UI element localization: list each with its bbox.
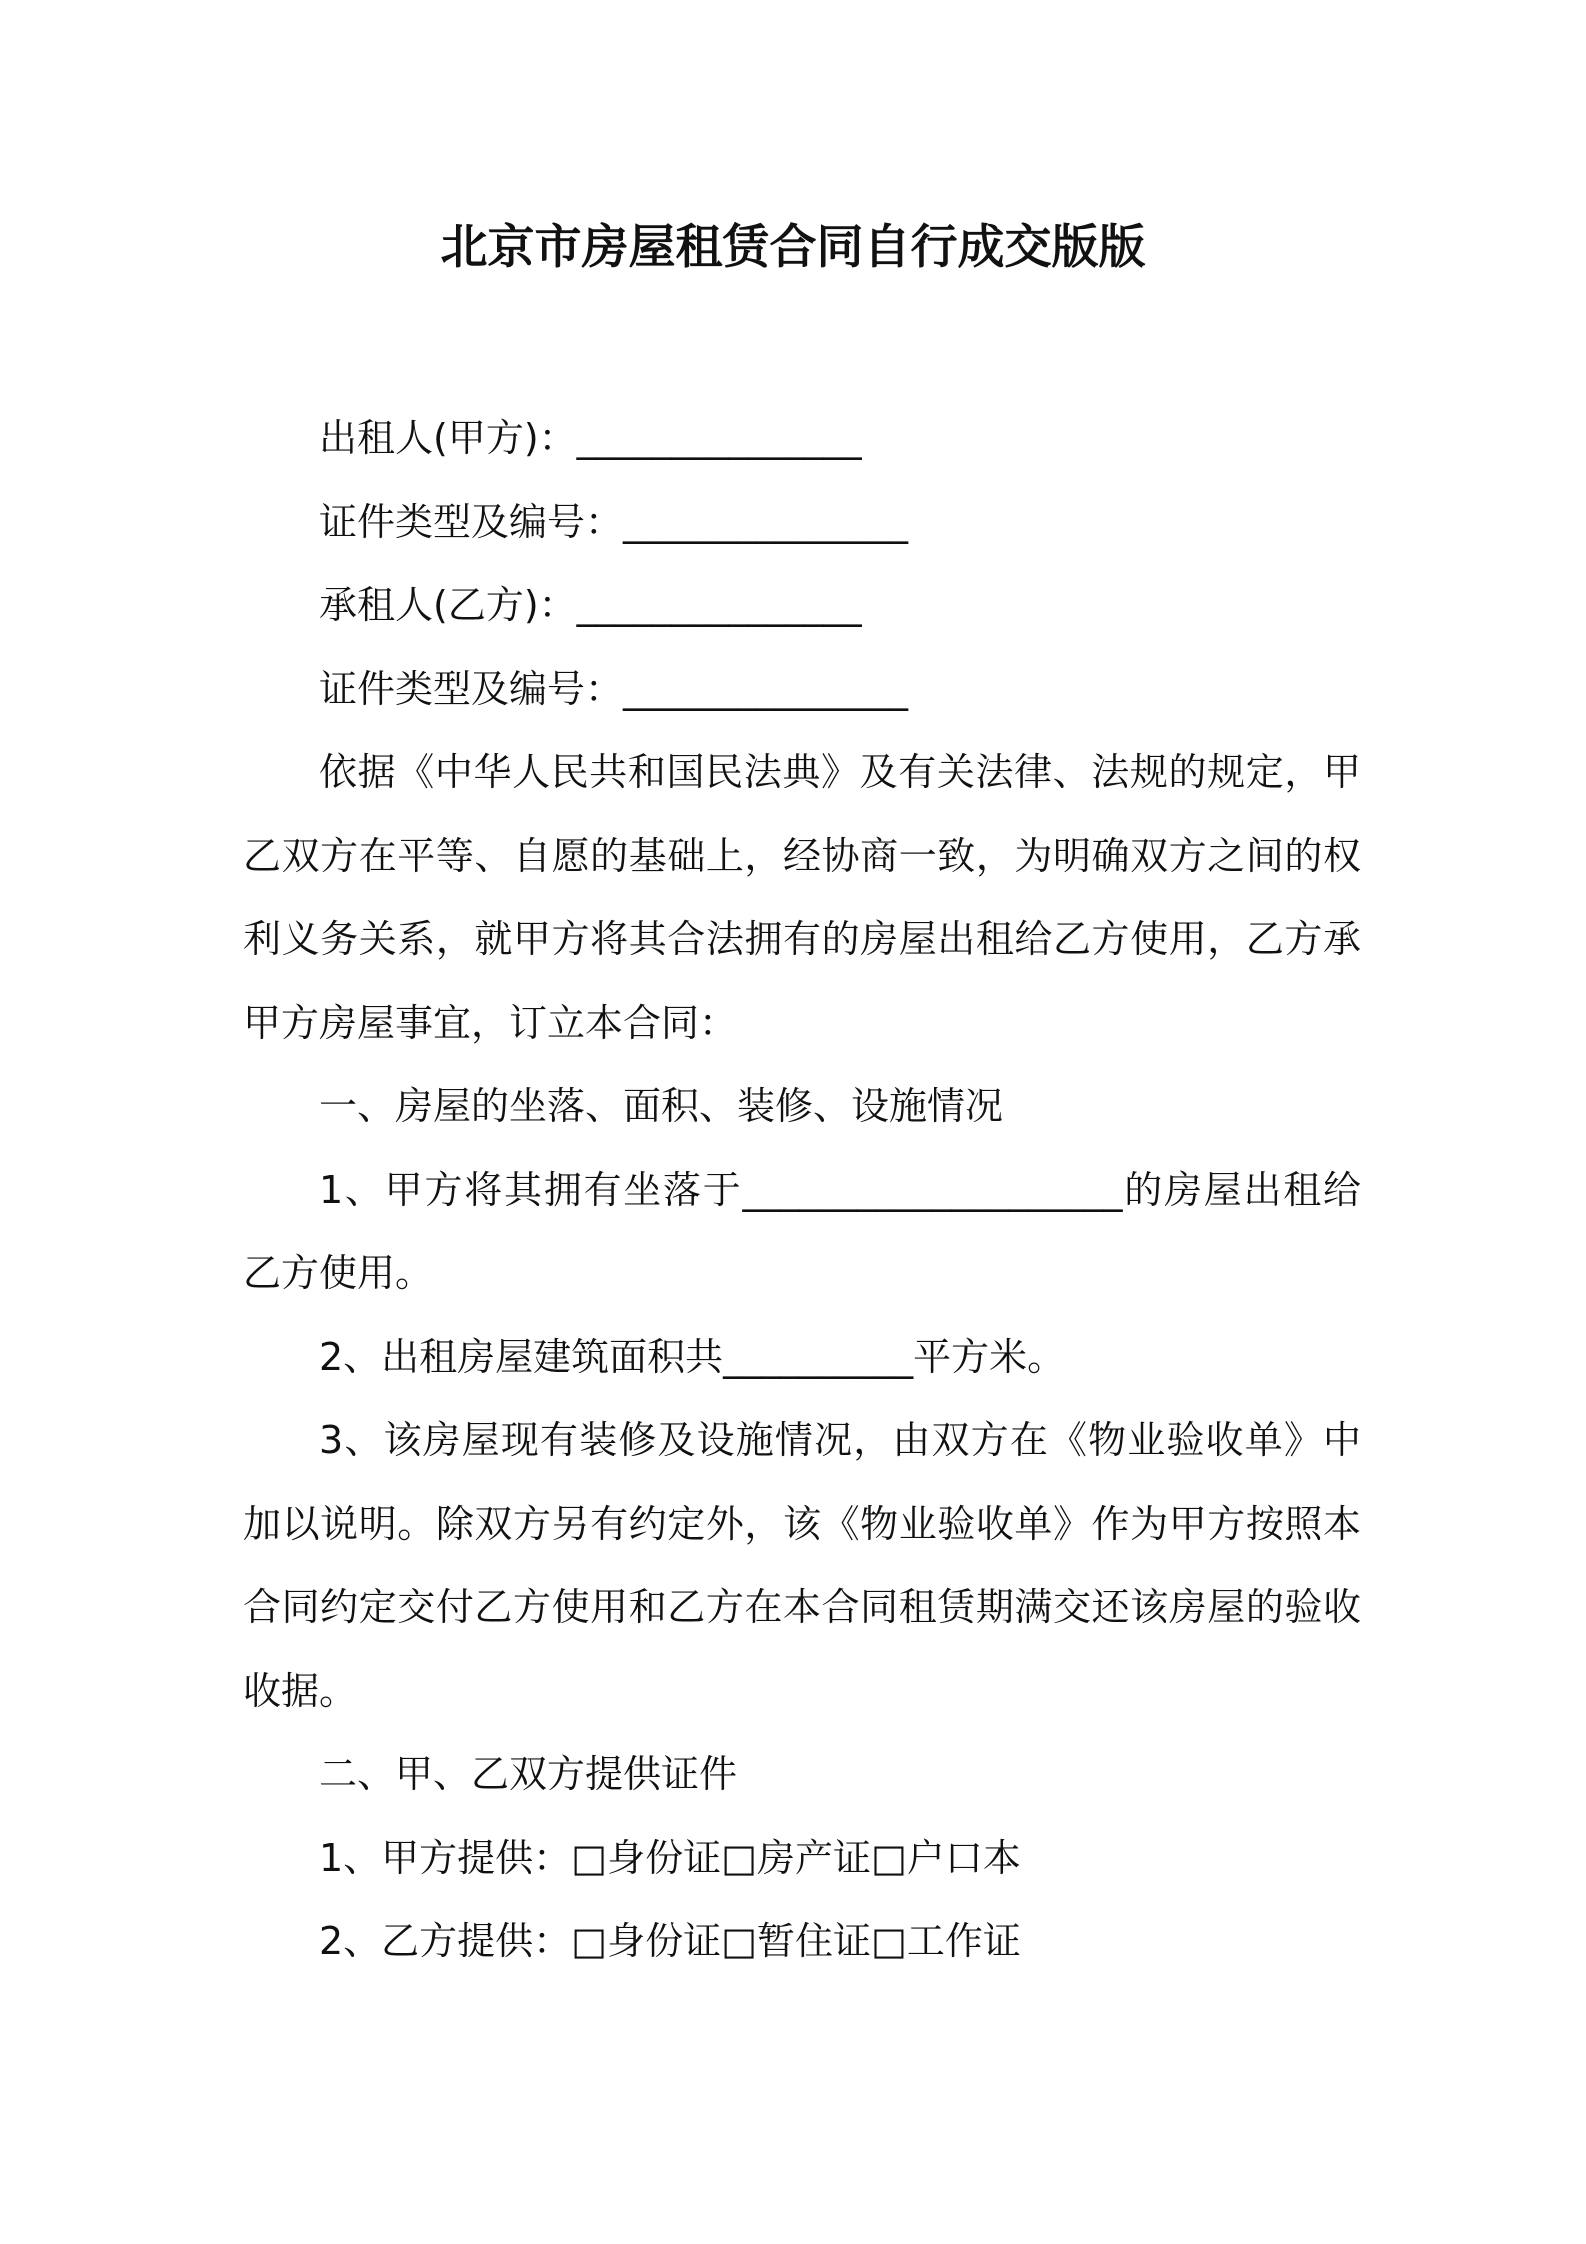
section-2-heading: 二、甲、乙双方提供证件 (319, 1752, 738, 1796)
document-title: 北京市房屋租赁合同自行成交版版 (440, 220, 1146, 275)
clause-2-2: 2、乙方提供：□身份证□暂住证□工作证 (319, 1919, 1021, 1963)
lessor-id-field: 证件类型及编号：_______________ (319, 499, 909, 544)
clause-1-1: 1、甲方将其拥有坐落于____________________的房屋出租给乙方使用。 (243, 1167, 1361, 1295)
preamble-paragraph: 依据《中华人民共和国民法典》及有关法律、法规的规定，甲乙双方在平等、自愿的基础上，经协商一致，为明确双方之间的权利义务关系，就甲方将其合法拥有的房屋出租给乙方使用，乙方承甲方房屋事宜，订立本合同： (243, 750, 1361, 1045)
clause-2-1: 1、甲方提供：□身份证□房产证□户口本 (319, 1835, 1021, 1880)
lessee-id-field: 证件类型及编号：_______________ (319, 666, 909, 711)
lessee-field: 承租人(乙方)：_______________ (319, 583, 862, 627)
lessor-field: 出租人(甲方)：_______________ (319, 416, 862, 460)
clause-1-2: 2、出租房屋建筑面积共__________平方米。 (319, 1334, 1066, 1379)
document-body (243, 397, 1361, 1984)
clause-1-3: 3、该房屋现有装修及设施情况，由双方在《物业验收单》中加以说明。除双方另有约定外，该《物业验收单》作为甲方按照本合同约定交付乙方使用和乙方在本合同租赁期满交还该房屋的验收收据。 (243, 1418, 1361, 1713)
section-1-heading: 一、房屋的坐落、面积、装修、设施情况 (319, 1084, 1004, 1128)
